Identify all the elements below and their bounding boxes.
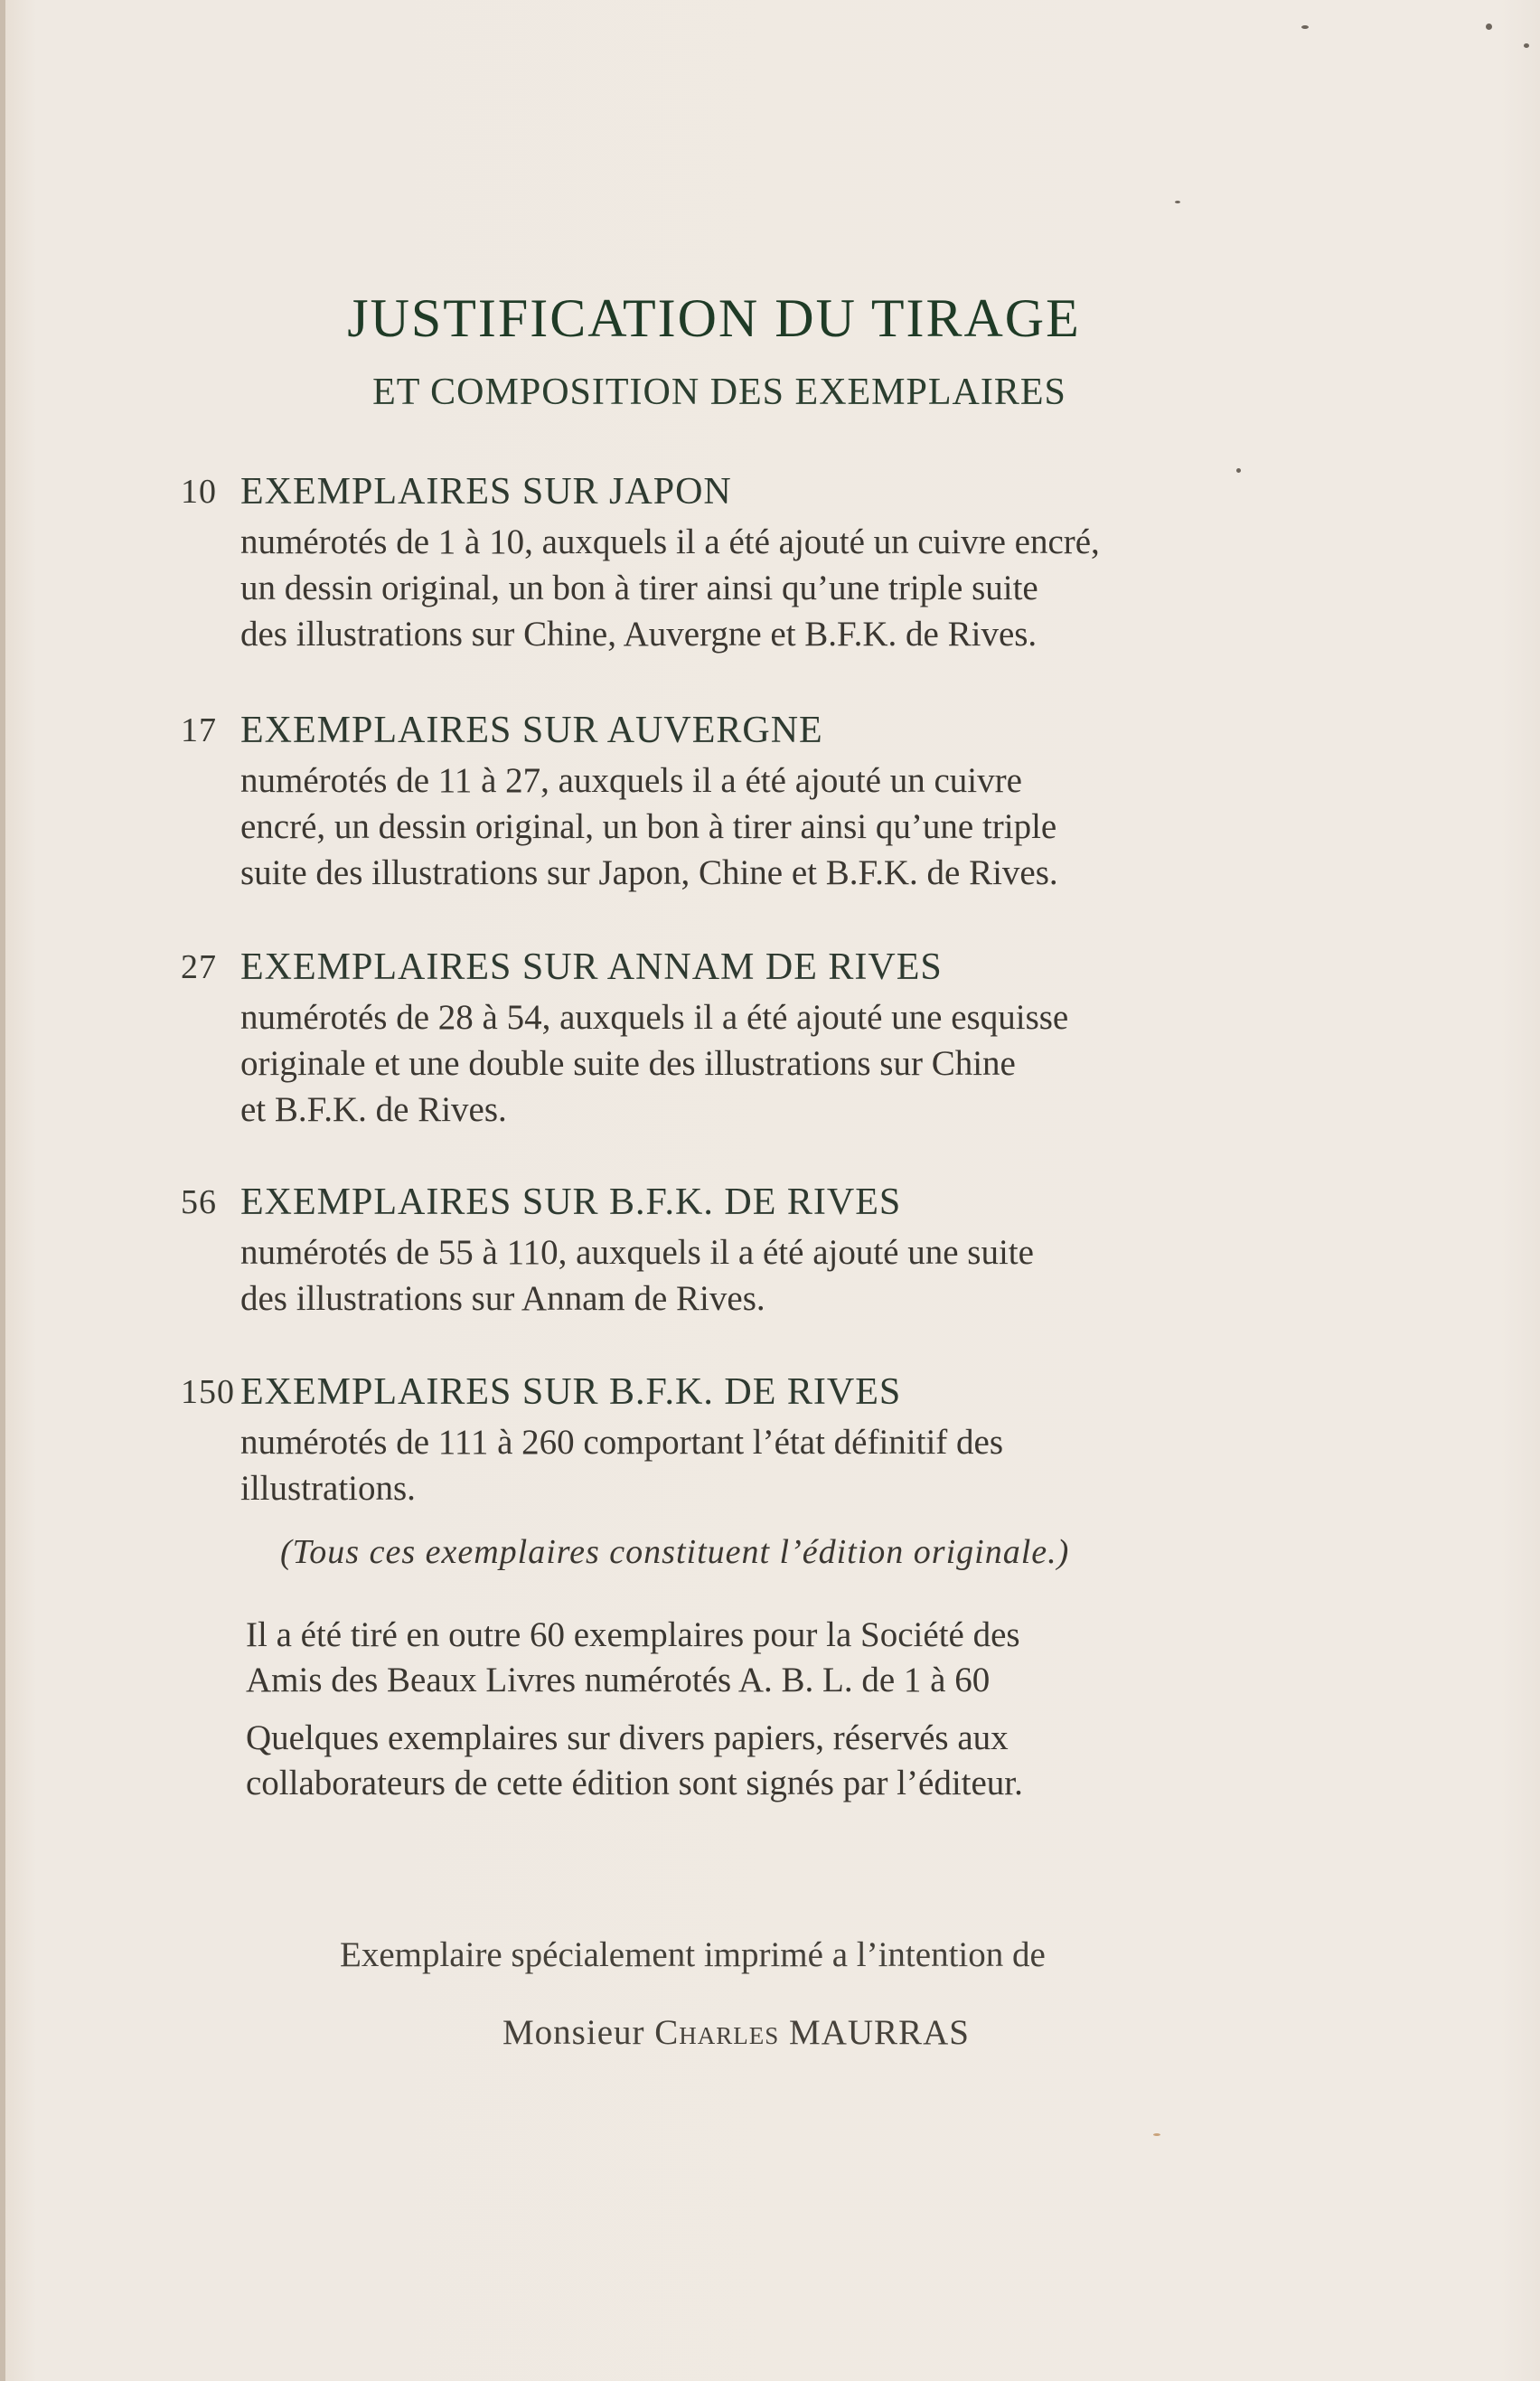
entry-count: 17 bbox=[181, 711, 217, 749]
entry-description bbox=[240, 758, 1289, 896]
edition-note: (Tous ces exemplaires constituent l’édition originale.) bbox=[280, 1533, 1070, 1571]
page-subtitle: ET COMPOSITION DES EXEMPLAIRES bbox=[372, 372, 1066, 413]
collaborators-paragraph bbox=[246, 1716, 1294, 1806]
paper-speck bbox=[1486, 24, 1492, 30]
entry-title: EXEMPLAIRES SUR ANNAM DE RIVES bbox=[240, 946, 943, 988]
edition-entry-annam bbox=[181, 944, 1356, 1133]
entry-count: 150 bbox=[181, 1373, 235, 1411]
entry-title: EXEMPLAIRES SUR AUVERGNE bbox=[240, 710, 823, 751]
entry-heading bbox=[181, 1369, 1356, 1416]
entry-heading bbox=[181, 707, 1356, 754]
paper-speck bbox=[1301, 25, 1309, 29]
entry-line: numérotés de 111 à 260 comportant l’état définitif des bbox=[240, 1423, 1004, 1462]
paper-speck bbox=[1524, 43, 1529, 48]
entry-description bbox=[240, 994, 1289, 1133]
dedicatee-last-name: MAURRAS bbox=[789, 2013, 970, 2052]
dedicatee-honorific: Monsieur bbox=[502, 2013, 645, 2052]
entry-title: EXEMPLAIRES SUR B.F.K. DE RIVES bbox=[240, 1181, 902, 1223]
entry-title: EXEMPLAIRES SUR JAPON bbox=[240, 471, 732, 513]
edition-entry-japon bbox=[181, 468, 1356, 657]
entry-line: des illustrations sur Chine, Auvergne et B.F.K. de Rives. bbox=[240, 615, 1038, 654]
entry-description bbox=[240, 1419, 1289, 1511]
entry-heading bbox=[181, 468, 1356, 515]
entry-count: 27 bbox=[181, 948, 217, 986]
entry-line: illustrations. bbox=[240, 1469, 416, 1508]
entry-line: et B.F.K. de Rives. bbox=[240, 1090, 507, 1129]
entry-line: numérotés de 55 à 110, auxquels il a été ajouté une suite bbox=[240, 1233, 1034, 1272]
paper-speck bbox=[1236, 468, 1241, 473]
edition-entry-bfk-suite bbox=[181, 1179, 1356, 1322]
entry-heading bbox=[181, 1179, 1356, 1226]
entry-line: suite des illustrations sur Japon, Chine et B.F.K. de Rives. bbox=[240, 853, 1058, 892]
extra-copies-paragraph bbox=[246, 1613, 1294, 1703]
entry-line: numérotés de 11 à 27, auxquels il a été ajouté un cuivre bbox=[240, 761, 1022, 800]
extra-line: Amis des Beaux Livres numérotés A. B. L. de 1 à 60 bbox=[246, 1661, 991, 1699]
entry-heading bbox=[181, 944, 1356, 991]
extra-line: Quelques exemplaires sur divers papiers, réservés aux bbox=[246, 1718, 1009, 1757]
dedication-line: Exemplaire spécialement imprimé a l’intention de bbox=[340, 1935, 1046, 1974]
extra-line: collaborateurs de cette édition sont signés par l’éditeur. bbox=[246, 1764, 1023, 1802]
entry-description bbox=[240, 519, 1289, 657]
entry-line: numérotés de 28 à 54, auxquels il a été ajouté une esquisse bbox=[240, 998, 1069, 1037]
entry-title: EXEMPLAIRES SUR B.F.K. DE RIVES bbox=[240, 1371, 902, 1413]
entry-count: 10 bbox=[181, 473, 217, 511]
page-edge bbox=[0, 0, 5, 2381]
entry-line: originale et une double suite des illustrations sur Chine bbox=[240, 1044, 1016, 1083]
entry-line: un dessin original, un bon à tirer ainsi qu’une triple suite bbox=[240, 569, 1038, 607]
entry-line: encré, un dessin original, un bon à tirer ainsi qu’une triple bbox=[240, 807, 1057, 846]
page-title: JUSTIFICATION DU TIRAGE bbox=[347, 288, 1081, 348]
dedicatee-name bbox=[502, 2012, 970, 2053]
edition-entry-bfk-definitif bbox=[181, 1369, 1356, 1511]
entry-count: 56 bbox=[181, 1183, 217, 1221]
paper-speck bbox=[1175, 201, 1180, 203]
paper-speck bbox=[1153, 2133, 1160, 2136]
edition-entry-auvergne bbox=[181, 707, 1356, 896]
entry-line: des illustrations sur Annam de Rives. bbox=[240, 1279, 765, 1318]
extra-line: Il a été tiré en outre 60 exemplaires pour la Société des bbox=[246, 1615, 1020, 1654]
entry-line: numérotés de 1 à 10, auxquels il a été ajouté un cuivre encré, bbox=[240, 522, 1100, 561]
entry-description bbox=[240, 1229, 1289, 1322]
dedicatee-first-name: Charles bbox=[654, 2013, 780, 2052]
